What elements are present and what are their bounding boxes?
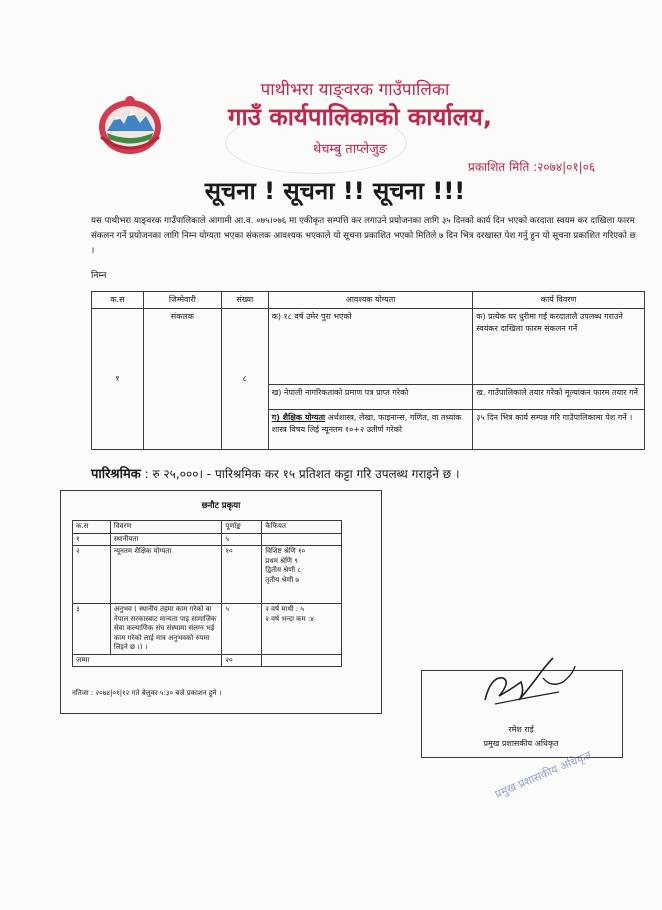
selection-process-box <box>60 490 382 714</box>
count-cell: ८ <box>221 309 268 450</box>
table-row <box>73 533 342 546</box>
signature-image <box>455 648 585 718</box>
total-remarks <box>262 654 342 667</box>
col-header-remarks: कैफियत <box>262 521 342 534</box>
nepal-emblem-icon <box>95 93 165 157</box>
sn-cell: २ <box>73 546 111 604</box>
official-stamp: प्रमुख प्रशासकीय अधिकृत <box>493 748 594 801</box>
remarks-cell: २ वर्ष माथी : ५ २ वर्ष भन्दा कम :४ <box>262 604 342 655</box>
published-date: प्रकाशित मिति :२०७४|०१|०६ <box>468 160 596 174</box>
marks-cell: ५ <box>222 604 262 655</box>
result-note: नतिजा : २०७४|०१|१२ गते बेलुका ५:३० बजे प्रकाशन हुने । <box>72 689 222 697</box>
salary-text: : रु २५,०००। - पारिश्रमिक कर १५ प्रतिशत कट्टा गरि उपलब्ध गराइने छ । <box>140 467 460 481</box>
desc-cell: स्थानीयता <box>110 533 222 546</box>
selection-title: छनौट प्रकृया <box>201 501 241 511</box>
work-cell: ३५ दिन भित्र कार्य सम्पन्न गरि गाउँपालिकामा पेश गर्ने । <box>473 410 645 450</box>
notice-body: यस पाथीभरा याङ्वरक गाउँपालिकाले आगामी आ.व. ०७५।०७६ मा एकीकृत सम्पत्ति कर लगाउने प्रयोजनका लागि ३५ दिनको कार्य दिन भएको करदाता स्वयम कर दाखिला फारम संकलन गर्ने प्रयोजनका लागि निम्न योग्यता भएका संकलक आवश्यक भएकाले यो सूचना प्रकाशित भएको मितिले ७ दिन भित्र दरखास्त पेश गर्नु हुन यो सूचना प्रकाशित गरिएको छ । <box>91 216 636 256</box>
qualification-cell: ख) नेपाली नागरिकताको प्रमाण पत्र प्राप्त गरेको <box>268 385 473 410</box>
col-header-marks: पूर्णाङ्क <box>222 521 262 534</box>
following-label: निम्न <box>91 271 107 281</box>
total-value: २० <box>222 654 262 667</box>
table-header-row <box>92 292 645 309</box>
table-row <box>92 309 645 385</box>
table-header-row <box>73 521 342 534</box>
qualification-bold: ग) शैक्षिक योग्यता <box>271 413 326 422</box>
office-name: गाउँ कार्यपालिकाको कार्यालय, <box>228 103 492 131</box>
qualification-rest: अर्थशास्त्र, लेखा, फाइनान्स, गणित, वा तथ्यांक शास्त्र विषय लिई न्यूनतम १०+२ उतीर्ण गरेको <box>271 413 462 434</box>
table-row <box>73 604 342 655</box>
col-header-responsibility: जिम्मेवारी <box>143 292 221 309</box>
col-header-desc: विवरण <box>110 521 222 534</box>
total-label: जम्मा <box>73 654 222 667</box>
col-header-work: कार्य विवरण <box>473 292 645 309</box>
serial-cell: १ <box>92 309 144 450</box>
work-cell: ख. गाउँपालिकाले तयार गरेको मूल्यांकन फारम तयार गर्ने <box>473 385 645 410</box>
notice-title: सूचना ! सूचना !! सूचना !!! <box>204 177 466 205</box>
desc-cell: न्यूनतम शैक्षिक योग्यता <box>110 546 222 604</box>
col-header-count: संख्या <box>221 292 268 309</box>
marks-cell: १० <box>222 546 262 604</box>
table-row <box>73 546 342 604</box>
qualification-cell <box>268 410 473 450</box>
municipality-name: पाथीभरा याङ्वरक गाउँपालिका <box>260 80 450 100</box>
salary-label: पारिश्रमिक <box>91 467 141 482</box>
col-header-sn: क.स <box>73 521 111 534</box>
remarks-cell <box>262 533 342 546</box>
sn-cell: ३ <box>73 604 111 655</box>
responsibility-cell: संकलक <box>143 309 221 450</box>
remarks-cell: विशिष्ट श्रेणि १० प्रथम श्रेणि ९ द्वितीय श्रेणी ८ तृतीय श्रेणी ७ <box>262 546 342 604</box>
selection-table <box>72 520 342 667</box>
desc-cell: अनुभव ( स्थानीय तहमा काम गरेको वा नेपाल सरकारबाट मान्यता पाइ सामाजिक सेवा कल्याणिक संघ संस्थामा संलग्न भई काम गरेको लाई मात्र अनुभवको रुपमा लिइने छ ।) । <box>110 604 222 655</box>
signatory-name: रमेश राई <box>508 725 534 734</box>
office-address: थेचम्बु ताप्लेजुङ <box>312 142 388 157</box>
sn-cell: १ <box>73 533 111 546</box>
col-header-qualification: आवश्यक योग्यता <box>268 292 473 309</box>
requirements-table <box>91 291 645 450</box>
signatory-post: प्रमुख प्रशासकीय अधिकृत <box>483 739 559 748</box>
work-cell: क) प्रत्येक घर धुरीमा गई करदातालै उपलब्ध गराउने स्वयंकर दाखिला फारम संकलन गर्ने <box>473 309 645 385</box>
salary-line <box>91 464 631 482</box>
table-total-row <box>73 654 342 667</box>
qualification-cell: क) १८ वर्ष उमेर पुरा भएको <box>268 309 473 385</box>
col-header-sn: क.स <box>92 292 144 309</box>
marks-cell: ५ <box>222 533 262 546</box>
